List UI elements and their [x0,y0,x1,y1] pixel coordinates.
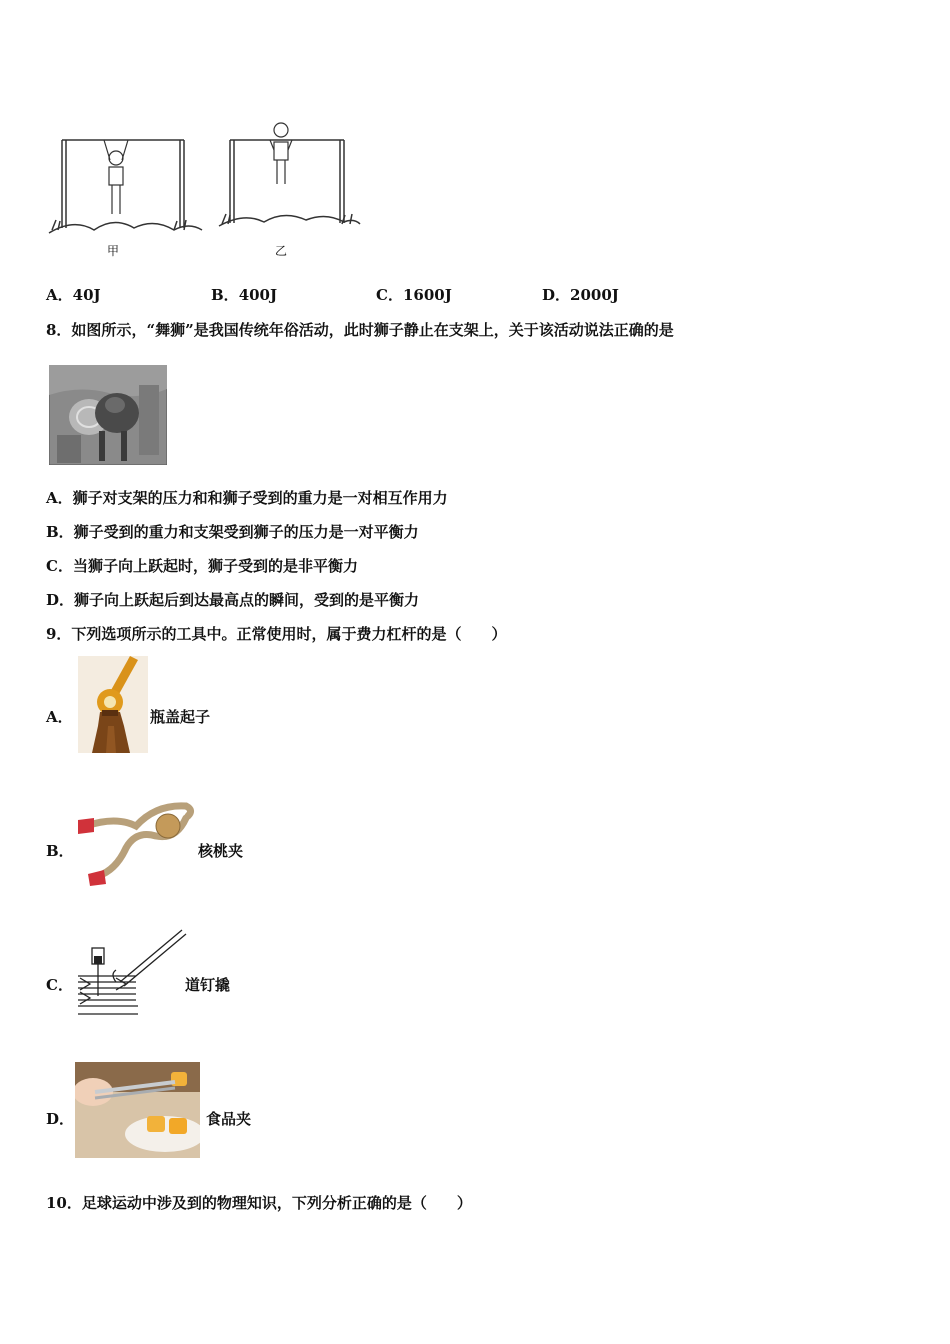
figure-label-jia: 甲 [107,244,120,258]
q7-option-a[interactable]: A．40J [46,286,101,304]
q9-option-c-text: 道钉撬 [185,976,231,994]
q9-stem: 9．下列选项所示的工具中。正常使用时，属于费力杠杆的是（ ） [46,625,507,643]
spike-lever-image [76,926,188,1021]
q9-option-a-letter[interactable]: A． [46,708,73,726]
bottle-opener-image [78,656,148,753]
q9-option-a-text: 瓶盖起子 [150,708,211,726]
lion-dance-photo [49,365,167,465]
q8-option-d[interactable]: D．狮子向上跃起后到达最高点的瞬间，受到的是平衡力 [46,591,420,609]
nutcracker-image [76,796,198,886]
q7-option-d[interactable]: D．2000J [542,286,619,304]
q9-option-d-letter[interactable]: D． [46,1110,75,1128]
q7-option-b[interactable]: B．400J [211,286,278,304]
q8-stem: 8．如图所示，“舞狮”是我国传统年俗活动，此时狮子静止在支架上，关于该活动说法正确的是 [46,321,674,339]
q8-option-b[interactable]: B．狮子受到的重力和支架受到狮子的压力是一对平衡力 [46,523,419,541]
food-tongs-image [75,1062,200,1158]
nutcracker-photo [76,796,198,886]
figure-label-yi: 乙 [275,244,288,258]
q8-option-a[interactable]: A．狮子对支架的压力和和狮子受到的重力是一对相互作用力 [46,489,448,507]
food-tongs-photo [75,1062,200,1158]
bottle-opener-photo [78,656,148,753]
lion-dance-image [49,365,167,465]
spike-lever-drawing [76,926,188,1021]
q8-option-c[interactable]: C．当狮子向上跃起时，狮子受到的是非平衡力 [46,557,358,575]
q7-option-c[interactable]: C．1600J [376,286,452,304]
q9-option-b-text: 核桃夹 [198,842,244,860]
pullup-figure [44,118,364,263]
q10-stem: 10．足球运动中涉及到的物理知识，下列分析正确的是（ ） [46,1194,472,1212]
q9-option-b-letter[interactable]: B． [46,842,74,860]
q9-option-c-letter[interactable]: C． [46,976,73,994]
q9-option-d-text: 食品夹 [206,1110,252,1128]
pullup-drawing [44,118,364,263]
